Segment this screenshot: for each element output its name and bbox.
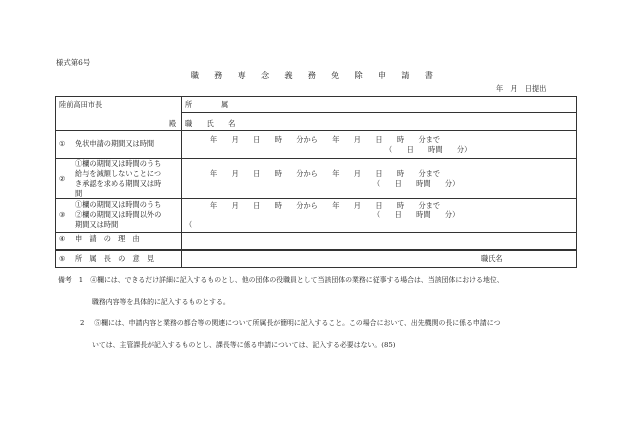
remark-2-number: 2 xyxy=(80,319,85,327)
name-label: 職 氏 名 xyxy=(185,119,236,128)
row-1-date-range: 年 月 日 時 分から 年 月 日 時 分まで xyxy=(210,135,441,144)
row-5-label: 所 属 長 の 意 見 xyxy=(75,254,155,263)
row-5-bottom-border xyxy=(55,267,577,268)
row-2-label-line-1: ①欄の期間又は時間のうち xyxy=(75,159,162,168)
table-border-right xyxy=(576,96,577,249)
row-5-top-border xyxy=(55,250,577,251)
row-2-label-line-2: 給与を減額しないことにつ xyxy=(75,169,162,178)
remark-1-text: ④欄には、できるだけ詳細に記入するものとし、他の団体の役職員として当該団体の業務に従事する場合は、当該団体における地位、 xyxy=(90,276,504,284)
remarks xyxy=(58,270,504,356)
row-3-duration: （ 日 時間 分） xyxy=(373,210,460,219)
application-table xyxy=(55,96,577,252)
row-1-label: 免状申請の期間又は時間 xyxy=(75,139,155,148)
row-1-number: ① xyxy=(59,139,66,148)
row-2-date-range: 年 月 日 時 分から 年 月 日 時 分まで xyxy=(210,169,441,178)
row-3-number: ③ xyxy=(59,210,66,219)
row-2-label-line-4: 間 xyxy=(75,189,83,198)
table-border-top xyxy=(55,96,577,97)
row-3-date-range: 年 月 日 時 分から 年 月 日 時 分まで xyxy=(210,201,441,210)
row-5-column-divider xyxy=(181,250,182,267)
remark-2-continuation: いては、主管課長が記入するものとし、課長等に係る申請については、記入する必要はない。(85) xyxy=(92,340,396,349)
honorific: 殿 xyxy=(169,119,177,128)
remark-1 xyxy=(58,270,504,292)
row-5-left-border xyxy=(55,250,56,267)
row-3-label-line-3: 期間又は時間 xyxy=(75,220,119,229)
row-5-number: ⑤ xyxy=(59,254,66,263)
row-3-label-line-2: ②欄の期間又は時間以外の xyxy=(75,210,162,219)
row-5-right-border xyxy=(576,250,577,267)
affiliation-label: 所 属 xyxy=(185,100,229,109)
row-4-number: ④ xyxy=(59,234,66,243)
row-2-label-line-3: き承認を求める期間又は時 xyxy=(75,179,162,188)
remarks-heading: 備考 xyxy=(58,276,72,284)
form-number: 様式第6号 xyxy=(56,58,91,67)
row-3-open-paren: （ xyxy=(185,220,193,229)
row-1-duration: （ 日 時間 分） xyxy=(385,145,472,154)
supervisor-opinion-row xyxy=(55,250,577,268)
remark-1-continuation: 職務内容等を具体的に記入するものとする。 xyxy=(92,297,230,306)
submission-date-line: 年 月 日提出 xyxy=(496,84,547,93)
row-divider-1 xyxy=(55,130,577,131)
addressee: 陸前高田市長 xyxy=(59,100,103,109)
remark-2 xyxy=(58,313,504,335)
row-2-number: ② xyxy=(59,174,66,183)
table-border-left xyxy=(55,96,56,249)
form-title: 職 務 専 念 義 務 免 除 申 請 書 xyxy=(190,70,440,80)
row-2-duration: （ 日 時間 分） xyxy=(373,179,460,188)
row-3-label-line-1: ①欄の期間又は時間のうち xyxy=(75,200,162,209)
row-divider-3 xyxy=(55,198,577,199)
column-divider xyxy=(181,96,182,249)
row-divider-4 xyxy=(55,232,577,233)
row-4-label: 申 請 の 理 由 xyxy=(75,234,140,243)
signature-label: 職氏名 xyxy=(481,254,503,263)
row-divider-affiliation xyxy=(181,112,577,113)
remark-2-text: ⑤欄には、申請内容と業務の都合等の関連について所属長が簡明に記入すること。この場合において、出先機関の長に係る申請につ xyxy=(94,319,501,327)
remark-1-number: 1 xyxy=(78,276,84,284)
